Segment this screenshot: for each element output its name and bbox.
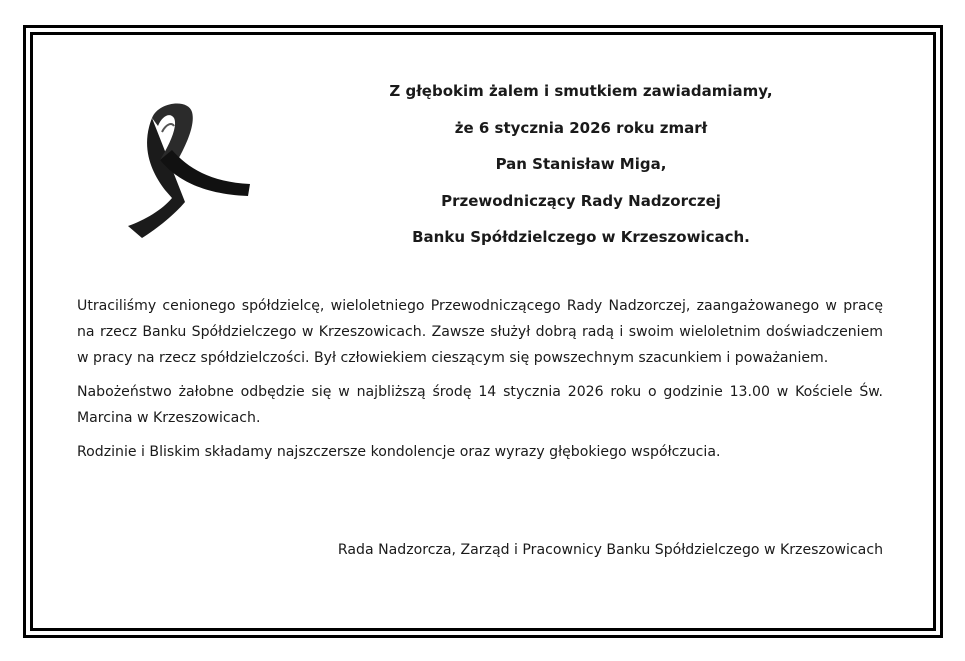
body-paragraph-2: Nabożeństwo żałobne odbędzie się w najbliższą środę 14 stycznia 2026 roku o godzinie 13.00 w Kościele Św. Marcina w Krzeszowicach. (77, 384, 883, 426)
body-paragraph-1: Utraciliśmy cenionego spółdzielcę, wieloletniego Przewodniczącego Rady Nadzorczej, zaangażowanego w pracę na rzecz Banku Spółdzielczego w Krzeszowicach. Zawsze służył dobrą radą i swoim wieloletnim doświadczeniem w pracy na rzecz spółdzielczości. Był człowiekiem cieszącym się powszechnym szacunkiem i poważaniem. (77, 298, 883, 366)
announcement-body (77, 293, 883, 473)
heading-line-4: Przewodniczący Rady Nadzorczej (441, 191, 721, 210)
heading-line-1: Z głębokim żalem i smutkiem zawiadamiamy, (389, 82, 773, 100)
signature: Rada Nadzorcza, Zarząd i Pracownicy Banku Spółdzielczego w Krzeszowicach (337, 542, 883, 558)
body-paragraph-3: Rodzinie i Bliskim składamy najszczersze kondolencje oraz wyrazy głębokiego współczucia. (77, 444, 721, 460)
black-mourning-ribbon-icon (100, 98, 255, 243)
heading-line-5: Banku Spółdzielczego w Krzeszowicach. (412, 228, 750, 246)
heading-line-3: Pan Stanisław Miga, (495, 155, 667, 173)
announcement-heading (330, 80, 832, 263)
heading-line-2: że 6 stycznia 2026 roku zmarł (454, 118, 708, 137)
